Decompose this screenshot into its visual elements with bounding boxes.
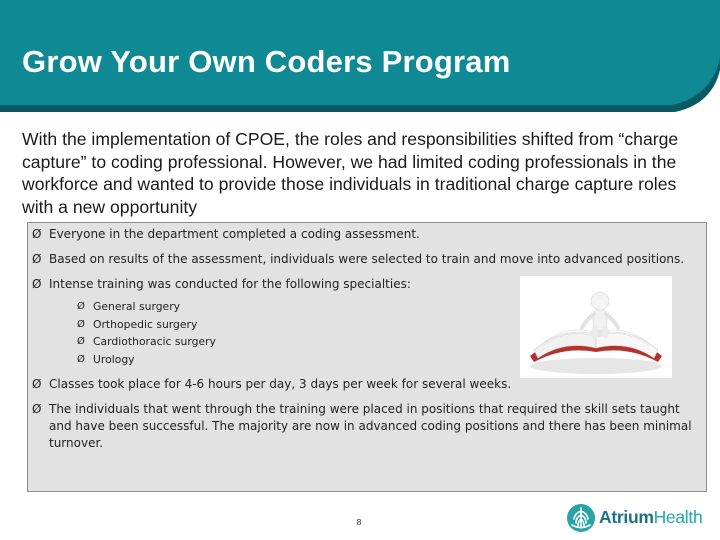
bullet-item — [32, 251, 700, 268]
specialty-item — [49, 298, 519, 316]
arrow-bullet-icon: Ø — [77, 301, 85, 312]
slide-title: Grow Your Own Coders Program — [22, 44, 511, 79]
arrow-bullet-icon: Ø — [77, 336, 85, 348]
logo-wordmark — [599, 507, 702, 528]
bullet-text: Based on results of the assessment, individuals were selected to train and move into advanced positions. — [49, 252, 685, 266]
slide-number: 8 — [356, 518, 362, 527]
specialty-text: General surgery — [93, 300, 181, 313]
intro-paragraph: With the implementation of CPOE, the roles and responsibilities shifted from “charge capture” to coding professional. However, we had limited coding professionals in the workforce and wanted to provide those individuals in traditional charge capture roles with a new opportunity — [22, 129, 679, 217]
specialty-item — [49, 333, 519, 351]
arrow-bullet-icon: Ø — [32, 377, 42, 392]
specialty-text: Urology — [93, 352, 135, 366]
specialty-text: Orthopedic surgery — [93, 317, 198, 331]
specialty-list — [49, 298, 519, 368]
arrow-bullet-icon: Ø — [32, 227, 42, 241]
logo-word-health: Health — [653, 507, 703, 527]
logo-word-atrium: Atrium — [599, 507, 654, 527]
bullet-item — [32, 401, 700, 452]
bullet-item — [32, 276, 519, 368]
bullet-text: Classes took place for 4-6 hours per day, 3 days per week for several weeks. — [49, 377, 512, 392]
atrium-health-logo — [566, 503, 710, 533]
bullet-item — [32, 226, 700, 243]
atrium-health-logo-icon — [566, 503, 596, 533]
arrow-bullet-icon: Ø — [32, 252, 42, 266]
bullet-item — [32, 376, 700, 393]
specialty-text: Cardiothoracic surgery — [93, 335, 216, 349]
arrow-bullet-icon: Ø — [77, 318, 85, 330]
figure-reading-book-image — [520, 276, 672, 378]
arrow-bullet-icon: Ø — [77, 353, 85, 365]
specialty-item — [49, 351, 519, 369]
bullet-text: Everyone in the department completed a coding assessment. — [49, 227, 420, 241]
specialty-item — [49, 316, 519, 334]
arrow-bullet-icon: Ø — [32, 402, 42, 417]
arrow-bullet-icon: Ø — [32, 277, 42, 291]
bullet-text: The individuals that went through the training were placed in positions that required the skill sets taught and have been successful. The majority are now in advanced coding positions and there has been minimal turnover. — [49, 402, 692, 451]
bullet-text: Intense training was conducted for the following specialties: — [49, 277, 411, 291]
